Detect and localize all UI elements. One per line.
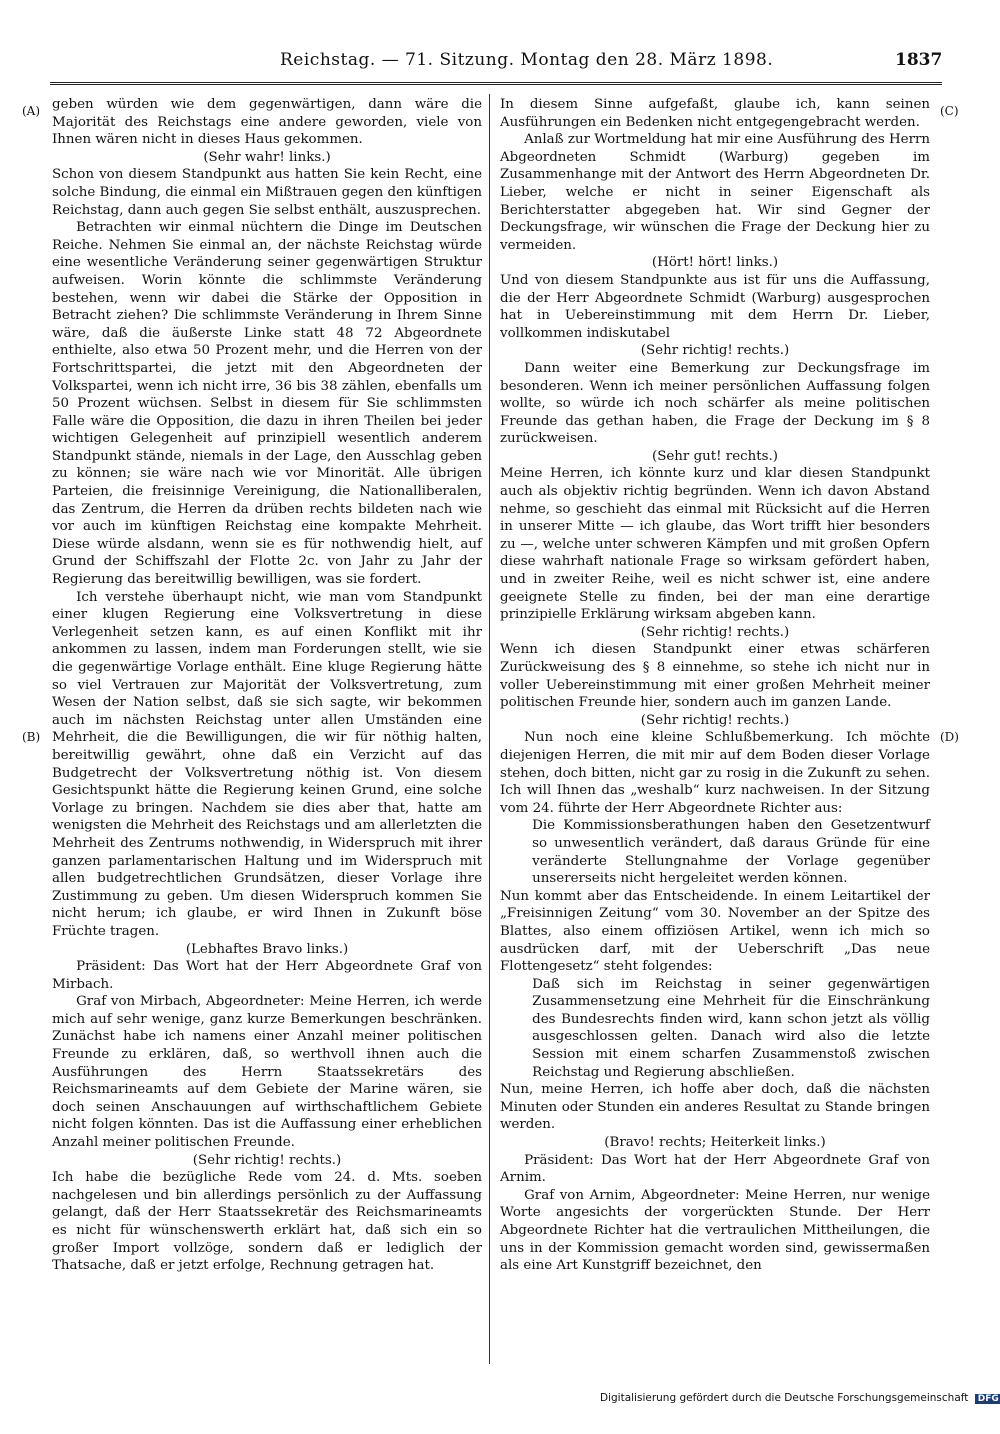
header-rule-double (50, 84, 942, 85)
left-paragraph: Graf von Mirbach, Abgeordneter: Meine Herren, ich werde mich auf sehr wenige, ganz kurze Bemerkungen beschränken. Zunächst habe ich namens einer Anzahl meiner politischen Freunde zu erklären, daß, so werthvoll ihnen auch die Ausführungen des Herrn Staatssekretärs des Reichsmarineamts auf dem Gebiete der Marine wären, sie doch seinen Anschauungen auf wirthschaftlichem Gebiete nicht folgen könnten. Das ist die Auffassung einer erheblichen Anzahl meiner politischen Freunde. (52, 994, 482, 1151)
right-paragraph: Nun, meine Herren, ich hoffe aber doch, daß die nächsten Minuten oder Stunden ein anderes Resultat zu Stande bringen werden. (500, 1082, 930, 1133)
column-divider (489, 94, 490, 1364)
right-paragraph: Nun kommt aber das Entscheidende. In einem Leitartikel der „Freisinnigen Zeitung“ vom 30. November an der Spitze des Blattes, also einem offiziösen Artikel, wenn ich mich so ausdrücken darf, mit der Ueberschrift „Das neue Flottengesetz“ steht folgendes: (500, 888, 930, 975)
left-paragraph: (Lebhaftes Bravo links.) (185, 941, 349, 957)
margin-marker-a: (A) (22, 104, 41, 118)
right-paragraph: In diesem Sinne aufgefaßt, glaube ich, kann seinen Ausführungen ein Bedenken nicht entgegengebracht werden. (500, 97, 930, 130)
right-paragraph: (Sehr gut! rechts.) (651, 448, 778, 464)
running-header (0, 50, 1000, 80)
left-paragraph: Ich habe die bezügliche Rede vom 24. d. Mts. soeben nachgelesen und bin allerdings persönlich zu der Auffassung gelangt, daß der Herr Staatssekretär des Reichsmarineamts es nicht für wünschenswerth erklärt hat, daß sich ein so großer Import vollzöge, sondern daß er lediglich der Thatsache, daß er jetzt erfolge, Rechnung getragen hat. (52, 1170, 482, 1274)
right-paragraph: (Sehr richtig! rechts.) (640, 712, 790, 728)
right-paragraph: (Bravo! rechts; Heiterkeit links.) (604, 1135, 826, 1151)
left-paragraph: (Sehr richtig! rechts.) (192, 1152, 342, 1168)
dfg-logo: DFG (975, 1394, 1000, 1404)
right-paragraph: (Hört! hört! links.) (651, 255, 779, 271)
left-paragraph: (Sehr wahr! links.) (203, 149, 331, 165)
right-paragraph: Die Kommissionsberathungen haben den Gesetzentwurf so unwesentlich verändert, daß daraus Gründe für eine veränderte Stellungnahme der Vorlage gegenüber unsererseits nicht hergeleitet werden können. (532, 818, 930, 887)
text-column-left (52, 96, 482, 1275)
right-paragraph: Nun noch eine kleine Schlußbemerkung. Ich möchte diejenigen Herren, die mit mir auf dem Boden dieser Vorlage stehen, doch bitten, nicht gar zu rosig in die Zukunft zu sehen. Ich will Ihnen das „weshalb“ kurz nachweisen. In der Sitzung vom 24. führte der Herr Abgeordnete Richter aus: (500, 730, 930, 816)
right-paragraph: Meine Herren, ich könnte kurz und klar diesen Standpunkt auch als objektiv richtig begründen. Wenn ich davon Abstand nehme, so geschieht das einmal mit Rücksicht auf die Herren in unserer Mitte — ich glaube, das Wort trifft hier besonders zu —, welche unter schweren Kämpfen und mit großen Opfern diese wahrhaft nationale Frage so wirksam gefördert haben, und in zweiter Reihe, weil es nicht schwer ist, eine andere geeignete Stelle zu finden, bei der man eine derartige prinzipielle Erklärung wirksam abgeben kann. (500, 466, 930, 623)
right-paragraph: Dann weiter eine Bemerkung zur Deckungsfrage im besonderen. Wenn ich meiner persönlichen Auffassung folgen wollte, so würde ich noch schärfer als meine politischen Freunde das gethan haben, die Frage der Deckung im § 8 zurückweisen. (500, 360, 930, 447)
right-paragraph: (Sehr richtig! rechts.) (640, 624, 790, 640)
left-paragraph: Schon von diesem Standpunkt aus hatten Sie kein Recht, eine solche Bindung, die einmal ein Mißtrauen gegen den künftigen Reichstag, dann auch gegen Sie selbst enthält, auszusprechen. (52, 167, 482, 218)
right-paragraph: (Sehr richtig! rechts.) (640, 343, 790, 359)
right-paragraph: Präsident: Das Wort hat der Herr Abgeordnete Graf von Arnim. (500, 1152, 930, 1186)
left-paragraph: geben würden wie dem gegenwärtigen, dann wäre die Majorität des Reichstags eine andere geworden, viele von Ihnen wären nicht in dieses Haus gekommen. (52, 97, 482, 148)
right-paragraph: Anlaß zur Wortmeldung hat mir eine Ausführung des Herrn Abgeordneten Schmidt (Warburg) gegeben im Zusammenhange mit der Antwort des Herrn Abgeordneten Dr. Lieber, welche er nicht in seiner Eigenschaft als Berichterstatter abgegeben hat. Wir sind Gegner der Deckungsfrage, wir wünschen die Frage der Deckung hier zu vermeiden. (500, 132, 930, 253)
right-paragraph: Graf von Arnim, Abgeordneter: Meine Herren, nur wenige Worte angesichts der vorgerückten Stunde. Der Herr Abgeordnete Richter hat die vertraulichen Mittheilungen, die uns in der Kommission gemacht worden sind, gewissermaßen als eine Art Kunstgriff bezeichnet, den (500, 1187, 930, 1274)
text-column-right (500, 96, 930, 1275)
header-title: Reichstag. — 71. Sitzung. Montag den 28. März 1898. (280, 50, 774, 70)
page-number: 1837 (895, 50, 943, 70)
header-rule (50, 82, 942, 83)
right-paragraph: Und von diesem Standpunkte aus ist für uns die Auffassung, die der Herr Abgeordnete Schmidt (Warburg) ausgesprochen hat in Uebereinstimmung mit dem Herrn Dr. Lieber, vollkommen indiskutabel (500, 272, 930, 341)
footer-text: Digitalisierung gefördert durch die Deutsche Forschungsgemeinschaft (600, 1392, 969, 1404)
left-paragraph: Ich verstehe überhaupt nicht, wie man vom Standpunkt einer klugen Regierung eine Volksvertretung in diese Verlegenheit setzen kann, es auf einen Konflikt mit ihr ankommen zu lassen, indem man Forderungen stellt, wie sie die gegenwärtige Vorlage enthält. Eine kluge Regierung hätte so viel Vertrauen zur Majorität der Volksvertretung, zum Wesen der Nation selbst, daß sie sich sagte, wir bekommen auch im nächsten Reichstag unter allen Umständen eine Mehrheit, die die Bewilligungen, die wir für nöthig halten, bereitwillig gewährt, ohne daß ein Verzicht auf das Budgetrecht der Volksvertretung nöthig ist. Von diesem Gesichtspunkt hätte die Regierung keinen Grund, eine solche Vorlage zu bringen. Nachdem sie dies aber that, hatte am wenigsten die Mehrheit des Reichstags und am allerletzten die Mehrheit des Zentrums nothwendig, in Widerspruch mit ihrer ganzen parlamentarischen Haltung und im Widerspruch mit allen budgetrechtlichen Grundsätzen, dieser Vorlage ihre Zustimmung zu geben. Um diesen Widerspruch kommen Sie nicht herum; ich glaube, er wird Ihnen in Zukunft böse Früchte tragen. (52, 589, 482, 939)
margin-marker-c: (C) (940, 104, 959, 118)
margin-marker-d: (D) (940, 730, 959, 744)
footer-credit (600, 1392, 1000, 1404)
left-paragraph: Präsident: Das Wort hat der Herr Abgeordnete Graf von Mirbach. (52, 959, 482, 992)
left-paragraph: Betrachten wir einmal nüchtern die Dinge im Deutschen Reiche. Nehmen Sie einmal an, der nächste Reichstag würde eine wesentliche Veränderung seiner gegenwärtigen Struktur aufweisen. Worin könnte die schlimmste Veränderung bestehen, wenn wir dabei die Stärke der Opposition in Betracht ziehen? Die schlimmste Veränderung in Ihrem Sinne wäre, daß die äußerste Linke statt 48 72 Abgeordnete enthielte, also etwa 50 Prozent mehr, und die Herren von der Fortschrittspartei, die jetzt mit den Abgeordneten der Volkspartei, wenn ich nicht irre, 36 bis 38 zählen, ebenfalls um 50 Prozent wüchsen. Selbst in diesem für Sie schlimmsten Falle wäre die Opposition, die dazu in ihren Theilen bei jeder wichtigen Gelegenheit auf prinzipiell wesentlich anderem Standpunkt stände, niemals in der Lage, den Ausschlag geben zu können; sie wäre nach wie vor Minorität. Alle übrigen Parteien, die freisinnige Vereinigung, die Nationalliberalen, das Zentrum, die Herren da drüben rechts bildeten nach wie vor auch im künftigen Reichstag eine kompakte Mehrheit. Diese würde alsdann, wenn sie es für nothwendig hielt, auf Grund der Schiffszahl der Flotte 2c. von Jahr zu Jahr der Regierung das bereitwillig bewilligen, was sie fordert. (52, 220, 482, 588)
right-paragraph: Wenn ich diesen Standpunkt einer etwas schärferen Zurückweisung des § 8 einnehme, so stehe ich nicht nur in voller Uebereinstimmung mit einer großen Mehrheit meiner politischen Freunde hier, sondern auch im ganzen Lande. (500, 642, 930, 711)
margin-marker-b: (B) (22, 730, 41, 744)
right-paragraph: Daß sich im Reichstag in seiner gegenwärtigen Zusammensetzung eine Mehrheit für die Einschränkung des Bundesrechts finden wird, kann schon jetzt als völlig ausgeschlossen gelten. Danach wird also die letzte Session mit einem scharfen Zusammenstoß zwischen Reichstag und Regierung abschließen. (532, 976, 930, 1080)
